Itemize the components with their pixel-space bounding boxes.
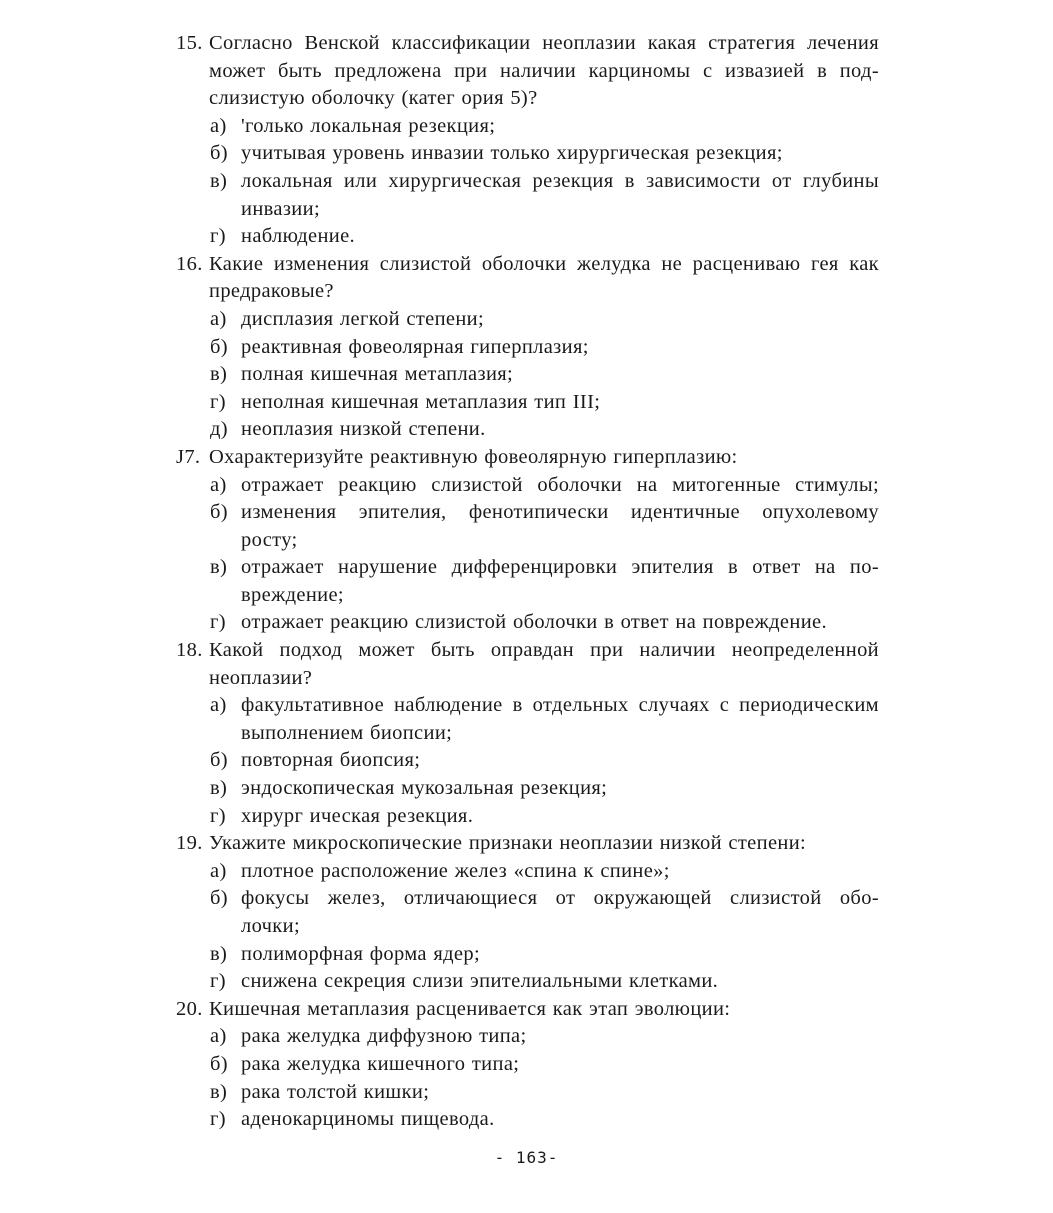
answer-option — [0, 554, 1053, 582]
option-text: фокусы желез, отличающиеся от окружающей слизистой обо- — [241, 887, 879, 910]
option-letter: б) — [210, 501, 228, 524]
option-text: полная кишечная метаплазия; — [241, 363, 514, 386]
answer-option — [0, 1051, 1053, 1079]
option-text: снижена секреция слизи эпителиальными клетками. — [241, 970, 719, 993]
option-text: 'голько локальная резекция; — [241, 114, 496, 137]
option-letter: в) — [210, 942, 228, 965]
answer-option — [0, 113, 1053, 141]
question-text: может быть предложена при наличии карциномы с извазией в под- — [209, 59, 879, 82]
question-number: 19. — [176, 832, 203, 855]
option-text: полиморфная форма ядер; — [241, 942, 481, 965]
question-text: Какой подход может быть оправдан при наличии неопределенной — [209, 639, 879, 662]
option-text: рака толстой кишки; — [241, 1080, 430, 1103]
option-letter: д) — [210, 418, 228, 441]
option-text: локальная или хирургическая резекция в зависимости от глубины — [241, 169, 879, 192]
option-letter: в) — [210, 556, 228, 579]
question-text: предраковые? — [209, 280, 334, 303]
option-text: росту; — [241, 528, 298, 551]
option-letter: б) — [210, 335, 228, 358]
question-15 — [0, 30, 1053, 251]
option-text: факультативное наблюдение в отдельных случаях с периодическим — [241, 694, 879, 717]
option-text: вреждение; — [241, 583, 344, 606]
answer-option — [0, 306, 1053, 334]
answer-option — [0, 858, 1053, 886]
answer-option — [0, 747, 1053, 775]
answer-option — [0, 472, 1053, 500]
option-letter: а) — [210, 859, 227, 882]
option-text: хирург ическая резекция. — [241, 804, 474, 827]
option-text: выполнением биопсии; — [241, 721, 453, 744]
option-letter: в) — [210, 169, 228, 192]
answer-option — [0, 168, 1053, 196]
option-letter: в) — [210, 1080, 228, 1103]
answer-option — [0, 968, 1053, 996]
answer-option — [0, 941, 1053, 969]
option-text: дисплазия легкой степени; — [241, 307, 485, 330]
answer-option — [0, 692, 1053, 720]
option-letter: а) — [210, 473, 227, 496]
option-text: изменения эпителия, фенотипически идентичные опухолевому — [241, 501, 879, 524]
question-text: Охарактеризуйте реактивную фовеолярную гиперплазию: — [209, 445, 738, 468]
option-letter: в) — [210, 777, 228, 800]
question-text: Укажите микроскопические признаки неоплазии низкой степени: — [209, 832, 807, 855]
answer-option — [0, 1023, 1053, 1051]
option-letter: а) — [210, 1025, 227, 1048]
option-text: отражает нарушение дифференцировки эпителия в ответ на по- — [241, 556, 879, 579]
question-number: 20. — [176, 997, 203, 1020]
answer-option — [0, 416, 1053, 444]
option-text: неоплазия низкой степени. — [241, 418, 486, 441]
option-text: эндоскопическая мукозальная резекция; — [241, 777, 608, 800]
question-20 — [0, 996, 1053, 1134]
answer-option — [0, 803, 1053, 831]
answer-option — [0, 775, 1053, 803]
option-letter: г) — [210, 390, 226, 413]
question-16 — [0, 251, 1053, 444]
option-letter: а) — [210, 114, 227, 137]
question-number: 18. — [176, 639, 203, 662]
question-text: Согласно Венской классификации неоплазии какая стратегия лечения — [209, 32, 879, 54]
option-letter: г) — [210, 804, 226, 827]
question-text: Кишечная метаплазия расценивается как этап эволюции: — [209, 997, 731, 1020]
question-text: Какие изменения слизистой оболочки желудка не расцениваю гея как — [209, 252, 879, 275]
question-17 — [0, 444, 1053, 637]
answer-option — [0, 223, 1053, 251]
option-text: аденокарциномы пищевода. — [241, 1108, 495, 1131]
option-text: повторная биопсия; — [241, 749, 421, 772]
option-text: рака желудка диффузною типа; — [241, 1025, 527, 1048]
option-text: рака желудка кишечного типа; — [241, 1052, 520, 1075]
question-text: слизистую оболочку (катег ория 5)? — [209, 87, 538, 110]
question-19 — [0, 830, 1053, 996]
question-18 — [0, 637, 1053, 830]
question-number: 16. — [176, 252, 203, 275]
option-letter: г) — [210, 611, 226, 634]
option-text: неполная кишечная метаплазия тип III; — [241, 390, 601, 413]
question-list — [0, 30, 1053, 1134]
option-text: плотное расположение желез «спина к спине»; — [241, 859, 670, 882]
option-text: наблюдение. — [241, 225, 356, 248]
question-number: 15. — [176, 32, 203, 54]
answer-option — [0, 389, 1053, 417]
option-letter: б) — [210, 1052, 228, 1075]
option-letter: б) — [210, 142, 228, 165]
answer-option — [0, 499, 1053, 527]
answer-option — [0, 361, 1053, 389]
option-letter: б) — [210, 887, 228, 910]
option-letter: г) — [210, 1108, 226, 1131]
option-letter: г) — [210, 970, 226, 993]
answer-option — [0, 885, 1053, 913]
question-text: неоплазии? — [209, 666, 313, 689]
answer-option — [0, 1079, 1053, 1107]
option-text: лочки; — [241, 915, 300, 937]
question-number: J7. — [176, 445, 201, 468]
page-number: - 163- — [494, 1148, 559, 1167]
option-text: учитывая уровень инвазии только хирургическая резекция; — [241, 142, 783, 165]
option-text: отражает реакцию слизистой оболочки на митогенные стимулы; — [241, 473, 879, 496]
answer-option — [0, 609, 1053, 637]
option-text: инвазии; — [241, 197, 320, 220]
option-letter: а) — [210, 694, 227, 717]
option-letter: б) — [210, 749, 228, 772]
answer-option — [0, 140, 1053, 168]
answer-option — [0, 334, 1053, 362]
option-letter: а) — [210, 307, 227, 330]
option-letter: в) — [210, 363, 228, 386]
option-letter: г) — [210, 225, 226, 248]
option-text: реактивная фовеолярная гиперплазия; — [241, 335, 589, 358]
option-text: отражает реакцию слизистой оболочки в ответ на повреждение. — [241, 611, 827, 634]
answer-option — [0, 1106, 1053, 1134]
